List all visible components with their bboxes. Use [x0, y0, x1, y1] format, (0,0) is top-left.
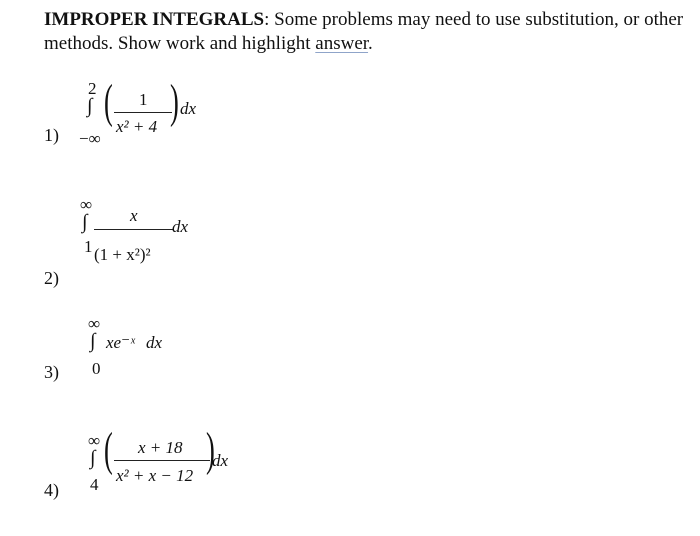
answer-word: answer: [315, 33, 369, 54]
instructions: [44, 8, 694, 56]
upper-limit: ∞: [88, 314, 101, 333]
differential: dx: [212, 451, 229, 470]
instructions-line-2: [44, 32, 694, 56]
fraction-bar: [94, 229, 174, 230]
denominator: (1 + x²)²: [94, 245, 151, 264]
problem-number: 2): [44, 268, 59, 288]
differential: dx: [146, 333, 163, 352]
upper-limit: 2: [88, 79, 97, 98]
fraction-bar: [114, 460, 210, 461]
numerator: 1: [139, 90, 148, 109]
denominator: x² + 4: [116, 117, 158, 136]
differential: dx: [180, 99, 197, 118]
left-paren: (: [104, 75, 113, 128]
instructions-line-1: [44, 8, 694, 32]
lower-limit: 4: [90, 475, 99, 494]
numerator: x + 18: [138, 438, 183, 457]
integral-sign: ∫: [87, 95, 93, 117]
integral-sign: ∫: [82, 211, 88, 233]
lower-limit: −∞: [79, 129, 101, 148]
integral-sign: ∫: [90, 330, 96, 352]
problem-number: 1): [44, 125, 59, 145]
lower-limit: 1: [84, 237, 93, 256]
integrand-expression: xe⁻ˣ: [106, 333, 135, 352]
problem-number: 3): [44, 362, 59, 382]
upper-limit: ∞: [88, 431, 101, 450]
differential: dx: [172, 217, 189, 236]
instructions-period: .: [368, 33, 373, 54]
section-title: IMPROPER INTEGRALS: [44, 9, 265, 30]
left-paren: (: [104, 423, 113, 476]
fraction-bar: [114, 112, 172, 113]
denominator: x² + x − 12: [116, 466, 194, 485]
lower-limit: 0: [92, 359, 101, 378]
right-paren: ): [170, 75, 179, 128]
numerator: x: [130, 206, 138, 225]
integral-sign: ∫: [90, 447, 96, 469]
right-paren: ): [206, 423, 215, 476]
instructions-text-1: : Some problems may need to use substitution, or other: [264, 9, 684, 30]
upper-limit: ∞: [80, 195, 93, 214]
instructions-text-2: methods. Show work and highlight: [44, 33, 316, 54]
problem-number: 4): [44, 480, 59, 500]
